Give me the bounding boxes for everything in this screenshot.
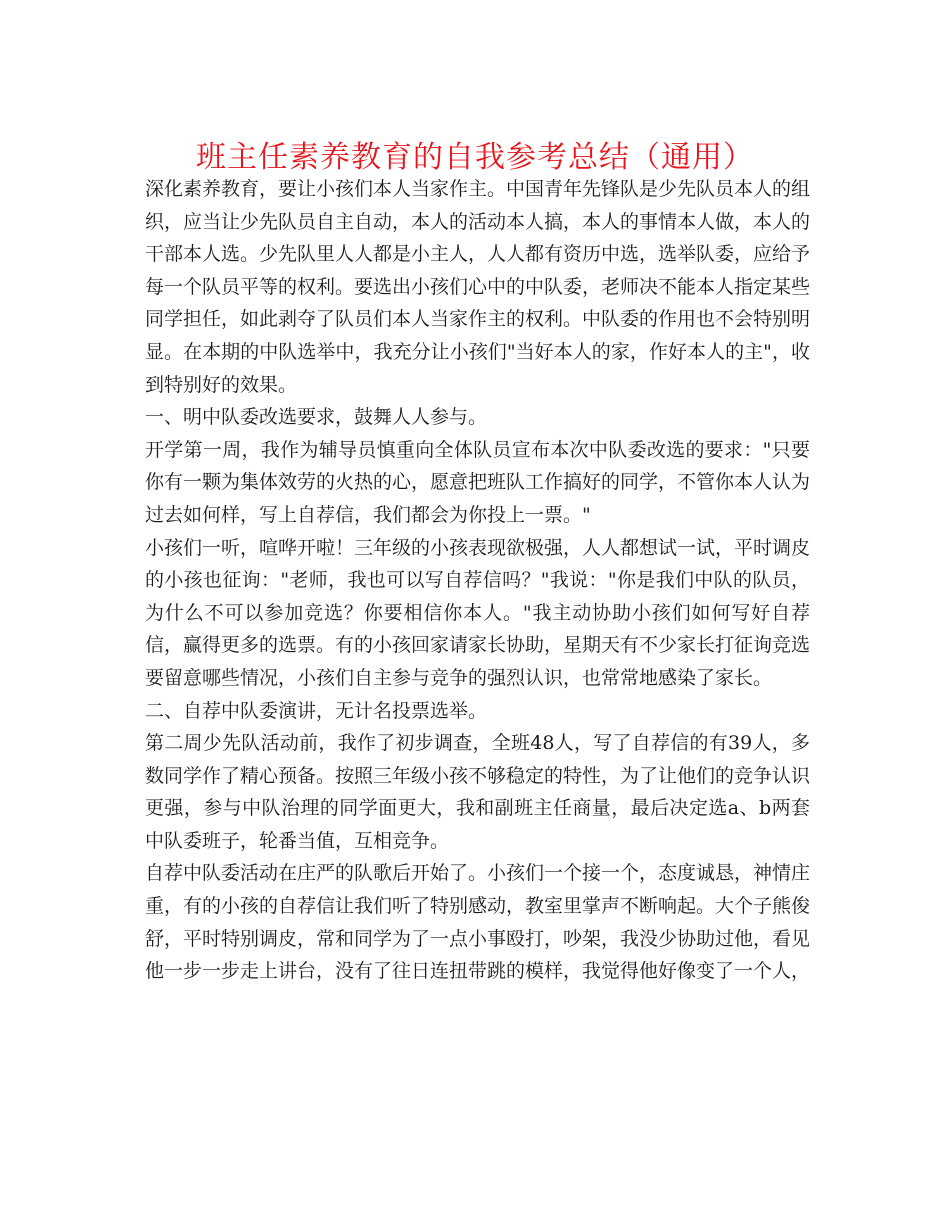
- paragraph-section-2-a: 第二周少先队活动前，我作了初步调查，全班48人，写了自荐信的有39人，多数同学作了精心预备。按照三年级小孩不够稳定的特性，为了让他们的竞争认识更强，参与中队治理的同学面更大，我和副班主任商量，最后决定选a、b两套中队委班子，轮番当值，互相竞争。: [145, 732, 811, 852]
- paragraph-section-1-b: 小孩们一听，喧哗开啦！三年级的小孩表现欲极强，人人都想试一试，平时调皮的小孩也征询："老师，我也可以写自荐信吗？"我说："你是我们中队的队员，为什么不可以参加竞选？你要相信你本人。"我主动协助小孩们如何写好自荐信，赢得更多的选票。有的小孩回家请家长协助，星期天有不少家长打征询竞选要留意哪些情况，小孩们自主参与竞争的强烈认识，也常常地感染了家长。: [145, 536, 811, 689]
- document-body: [145, 173, 810, 988]
- paragraph-intro: 深化素养教育，要让小孩们本人当家作主。中国青年先锋队是少先队员本人的组织，应当让少先队员自主自动，本人的活动本人搞，本人的事情本人做，本人的干部本人选。少先队里人人都是小主人，人人都有资历中选，选举队委，应给予每一个队员平等的权利。要选出小孩们心中的中队委，老师决不能本人指定某些同学担任，如此剥夺了队员们本人当家作主的权利。中队委的作用也不会特别明显。在本期的中队选举中，我充分让小孩们"当好本人的家，作好本人的主"，收到特别好的效果。: [145, 178, 811, 396]
- section-heading-1: 一、明中队委改选要求，鼓舞人人参与。: [145, 406, 488, 429]
- paragraph-section-1-a: 开学第一周，我作为辅导员慎重向全体队员宣布本次中队委改选的要求："只要你有一颗为集体效劳的火热的心，愿意把班队工作搞好的同学，不管你本人认为过去如何样，写上自荐信，我们都会为你投上一票。": [145, 438, 811, 526]
- section-heading-2: 二、自荐中队委演讲，无计名投票选举。: [145, 699, 488, 722]
- document-title: 班主任素养教育的自我参考总结（通用）: [196, 140, 754, 175]
- paragraph-section-2-b: 自荐中队委活动在庄严的队歌后开始了。小孩们一个接一个，态度诚恳，神情庄重，有的小孩的自荐信让我们听了特别感动，教室里掌声不断响起。大个子熊俊舒，平时特别调皮，常和同学为了一点小事殴打，吵架，我没少协助过他，看见他一步一步走上讲台，没有了往日连扭带跳的模样，我觉得他好像变了一个人，: [145, 862, 811, 983]
